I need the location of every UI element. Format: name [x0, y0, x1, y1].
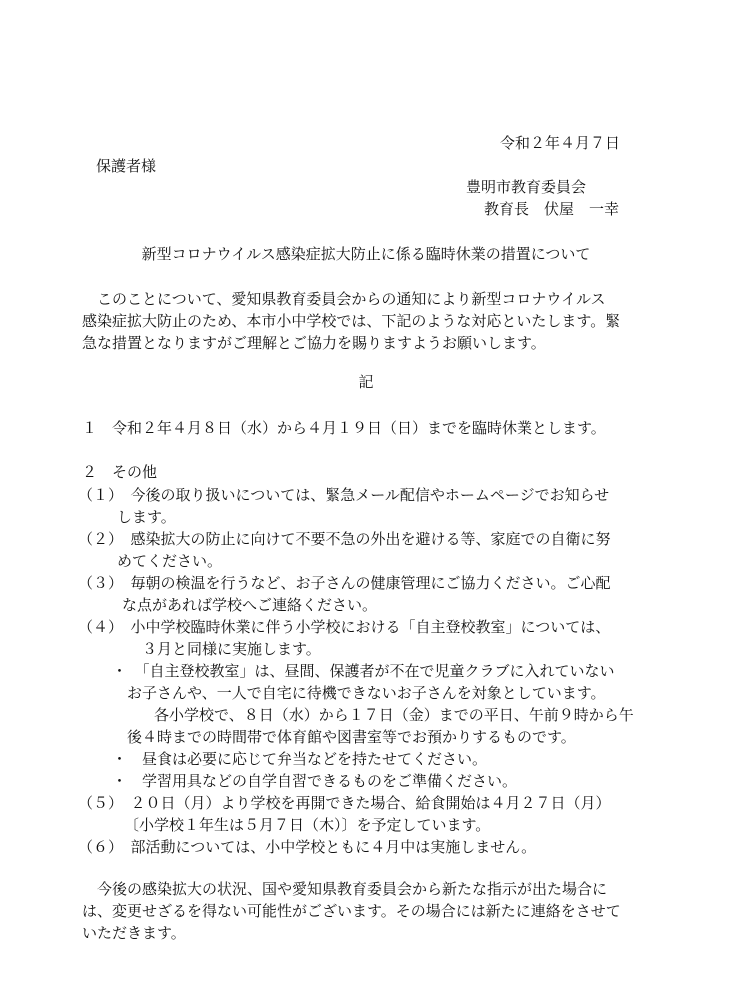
item-1: １ 令和２年４月８日（水）から４月１９日（日）までを臨時休業とします。: [82, 419, 606, 437]
closing-line: 今後の感染拡大の状況、国や愛知県教育委員会から新たな指示が出た場合に: [82, 880, 608, 898]
intro-line: 急な措置となりますがご理解とご協力を賜りますようお願いします。: [82, 334, 546, 352]
sub-item-2: （２） 感染拡大の防止に向けて不要不急の外出を避ける等、家庭での自衛に努: [78, 530, 611, 548]
sub-item-3-continued: な点があれば学校へご連絡ください。: [122, 596, 378, 614]
intro-paragraph: [82, 288, 652, 354]
intro-line: 感染症拡大防止のため、本市小中学校では、下記のような対応といたします。緊: [82, 312, 621, 330]
addressee: 保護者様: [96, 157, 157, 175]
sub-item-1-continued: します。: [117, 508, 176, 526]
closing-line: いただきます。: [82, 924, 186, 942]
sub-item-5-continued: 〔小学校１年生は５月７日（木）〕を予定しています。: [124, 816, 491, 834]
closing-paragraph: [82, 878, 652, 944]
bullet-item-1-continued: お子さんや、一人で自宅に待機できないお子さんを対象としています。: [127, 684, 606, 702]
sub-item-4: （４） 小中学校臨時休業に伴う小学校における「自主登校教室」については、: [78, 618, 611, 636]
sub-item-6: （６） 部活動については、小中学校ともに４月中は実施しません。: [78, 838, 537, 856]
closing-line: は、変更せざるを得ない可能性がございます。その場合には新たに連絡をさせて: [82, 902, 621, 920]
document-title: 新型コロナウイルス感染症拡大防止に係る臨時休業の措置について: [141, 245, 591, 263]
sub-item-3: （３） 毎朝の検温を行うなど、お子さんの健康管理にご協力ください。ご心配: [78, 574, 611, 592]
sub-item-4-continued: ３月と同様に実施します。: [142, 640, 321, 658]
bullet-item-1: ・ 「自主登校教室」は、昼間、保護者が不在で児童クラブに入れていない: [112, 662, 615, 680]
bullet-item-3: ・ 学習用具などの自学自習できるものをご準備ください。: [112, 772, 518, 790]
kigo-heading: 記: [358, 373, 374, 391]
bullet-item-1-continued: 後４時までの時間帯で体育館や図書室等でお預かりするものです。: [127, 728, 576, 746]
document-date: 令和２年４月７日: [500, 134, 621, 152]
bullet-item-1-continued: 各小学校で、８日（水）から１７日（金）までの平日、午前９時から午: [154, 706, 634, 724]
bullet-item-2: ・ 昼食は必要に応じて弁当などを持たせてください。: [112, 750, 488, 768]
sub-item-1: （１） 今後の取り扱いについては、緊急メール配信やホームページでお知らせ: [78, 486, 610, 504]
item-2-heading: ２ その他: [82, 463, 158, 481]
sender-name: 教育長 伏屋 一幸: [484, 200, 620, 218]
sub-item-2-continued: めてください。: [117, 552, 223, 570]
sub-item-5: （５） ２０日（月）より学校を再開できた場合、給食開始は４月２７日（月）: [78, 794, 611, 812]
sender-organization: 豊明市教育委員会: [466, 178, 587, 196]
intro-line: このことについて、愛知県教育委員会からの通知により新型コロナウイルス: [82, 290, 606, 308]
